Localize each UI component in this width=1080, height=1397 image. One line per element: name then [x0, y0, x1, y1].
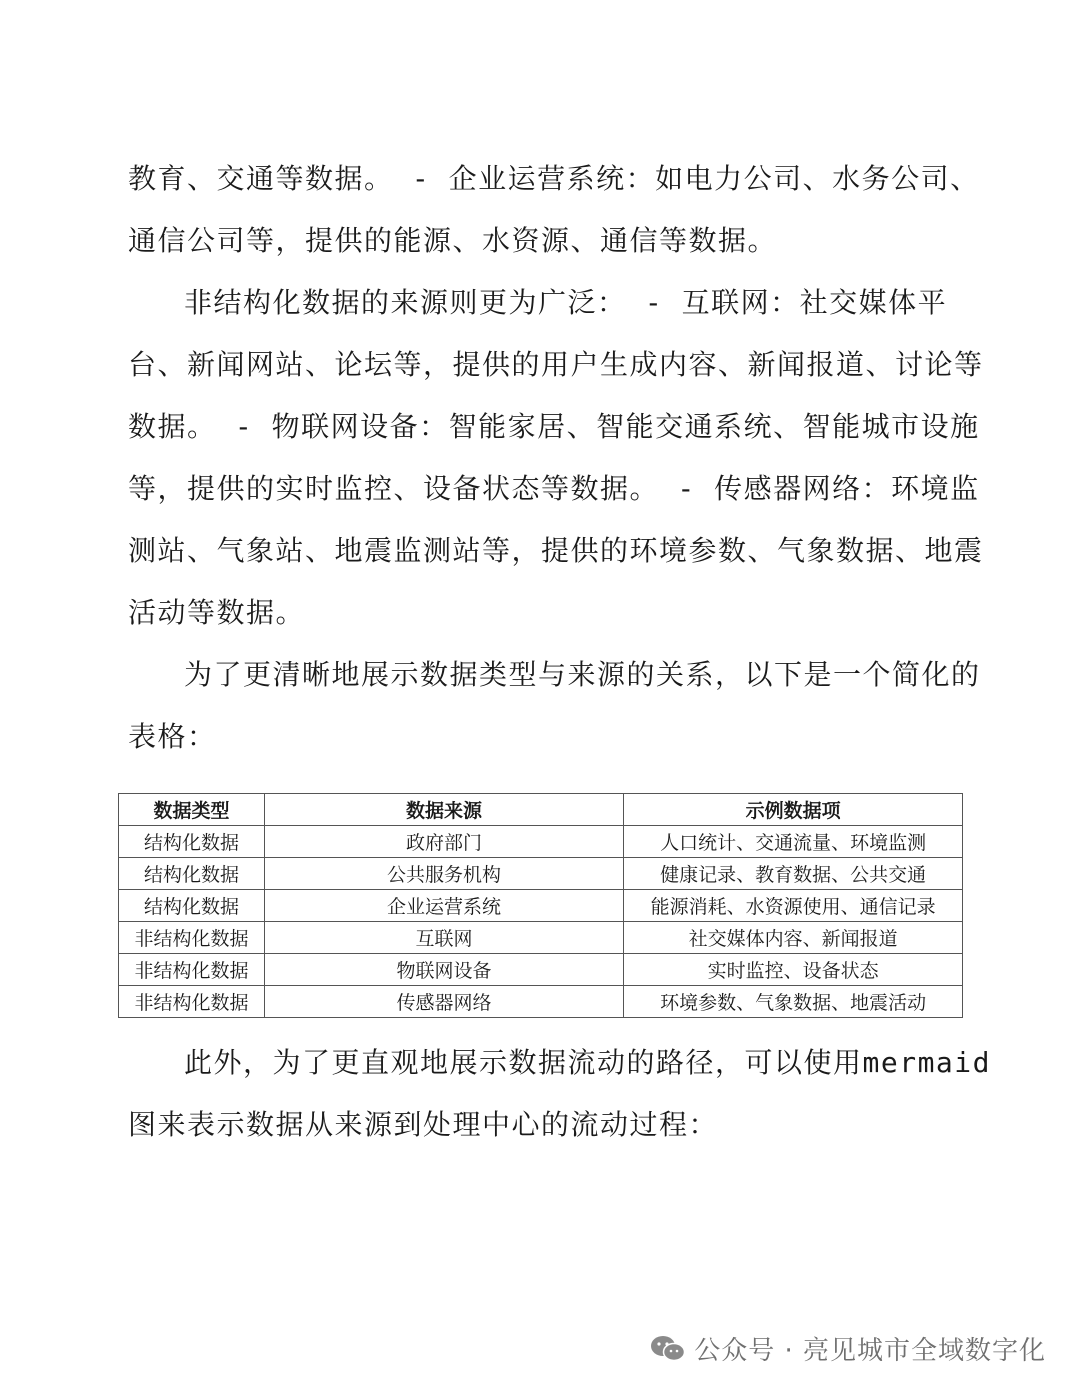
table-cell: 实时监控、设备状态 — [624, 954, 963, 986]
table-cell: 能源消耗、水资源使用、通信记录 — [624, 890, 963, 922]
text-line: 数据。 - 物联网设备：智能家居、智能交通系统、智能城市设施 — [128, 410, 980, 443]
table-cell: 社交媒体内容、新闻报道 — [624, 922, 963, 954]
paragraph-unstructured-sources — [128, 272, 984, 644]
paragraph-table-intro — [128, 644, 981, 768]
data-type-source-table — [118, 793, 963, 1018]
table-cell: 非结构化数据 — [119, 986, 265, 1018]
table-cell: 结构化数据 — [119, 858, 265, 890]
table-cell: 公共服务机构 — [264, 858, 623, 890]
table-cell: 环境参数、气象数据、地震活动 — [624, 986, 963, 1018]
table-cell: 非结构化数据 — [119, 922, 265, 954]
text-line: 图来表示数据从来源到处理中心的流动过程： — [128, 1108, 719, 1141]
table-cell: 结构化数据 — [119, 826, 265, 858]
table-cell: 物联网设备 — [264, 954, 623, 986]
text-line: 教育、交通等数据。 - 企业运营系统：如电力公司、水务公司、 — [128, 162, 980, 195]
watermark-text: 公众号 · 亮见城市全域数字化 — [694, 1336, 1046, 1366]
wechat-icon — [650, 1334, 686, 1364]
column-header-example-items: 示例数据项 — [624, 794, 963, 826]
text-line: 台、新闻网站、论坛等，提供的用户生成内容、新闻报道、讨论等 — [128, 348, 984, 381]
table-row — [119, 890, 963, 922]
table-cell: 结构化数据 — [119, 890, 265, 922]
table-row — [119, 954, 963, 986]
wechat-watermark — [650, 1330, 1046, 1367]
table-cell: 人口统计、交通流量、环境监测 — [624, 826, 963, 858]
table-row — [119, 826, 963, 858]
table-cell: 互联网 — [264, 922, 623, 954]
paragraph-mermaid-intro — [128, 1032, 992, 1156]
text-line: 等，提供的实时监控、设备状态等数据。 - 传感器网络：环境监 — [128, 472, 980, 505]
table-cell: 企业运营系统 — [264, 890, 623, 922]
text-line: 活动等数据。 — [128, 596, 306, 629]
table-row — [119, 858, 963, 890]
text-line: 为了更清晰地展示数据类型与来源的关系，以下是一个简化的 — [184, 658, 981, 691]
text-line: 表格： — [128, 720, 217, 753]
table-cell: 政府部门 — [264, 826, 623, 858]
table-row — [119, 986, 963, 1018]
text-line: 此外，为了更直观地展示数据流动的路径，可以使用mermaid — [184, 1046, 992, 1079]
table-header-row — [119, 794, 963, 826]
text-line: 非结构化数据的来源则更为广泛： - 互联网：社交媒体平 — [184, 286, 948, 319]
column-header-data-type: 数据类型 — [119, 794, 265, 826]
column-header-data-source: 数据来源 — [264, 794, 623, 826]
text-line: 测站、气象站、地震监测站等，提供的环境参数、气象数据、地震 — [128, 534, 984, 567]
paragraph-enterprise-sources — [128, 148, 980, 272]
text-line: 通信公司等，提供的能源、水资源、通信等数据。 — [128, 224, 778, 257]
table-cell: 健康记录、教育数据、公共交通 — [624, 858, 963, 890]
table-cell: 传感器网络 — [264, 986, 623, 1018]
table-cell: 非结构化数据 — [119, 954, 265, 986]
table-row — [119, 922, 963, 954]
